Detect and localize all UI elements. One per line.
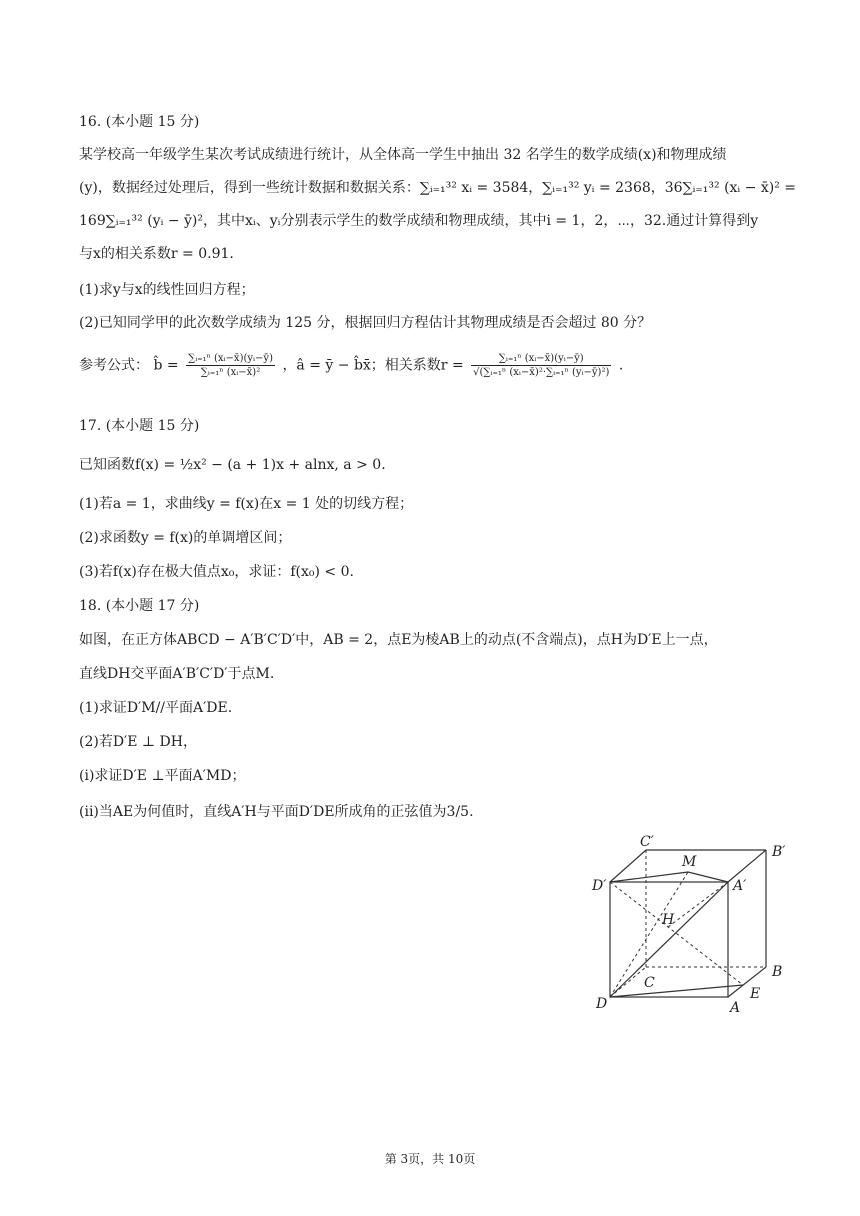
formula-b-numerator: ∑ᵢ₌₁ⁿ (xᵢ−x̄)(yᵢ−ȳ) — [188, 353, 273, 364]
segment-d1-m — [610, 872, 688, 882]
segment-d1-e — [610, 882, 743, 985]
formula-end: . — [618, 357, 624, 374]
problem-18-line-2: 直线DH交平面A′B′C′D′于点M. — [79, 666, 275, 682]
problem-17-line-1: 已知函数f(x) = ½x² − (a + 1)x + alnx, a > 0. — [79, 457, 386, 473]
problem-18-part-2-i: (i)求证D′E ⊥平面A′MD； — [79, 768, 246, 784]
problem-17-part-2: (2)求函数y = f(x)的单调增区间； — [79, 530, 292, 546]
cube-figure — [588, 832, 798, 1022]
problem-16-line-3: 169∑ᵢ₌₁³² (yᵢ − ȳ)²，其中xᵢ、yᵢ分别表示学生的数学成绩和物理成绩，其中i = 1，2，⋯，32.通过计算得到y — [79, 213, 759, 229]
problem-18-part-2-ii: (ii)当AE为何值时，直线A′H与平面D′DE所成角的正弦值为3/5. — [79, 804, 474, 820]
formula-prefix: 参考公式： — [79, 357, 149, 374]
cube-edge-a-b — [728, 967, 766, 997]
problem-16-line-4: 与x的相关系数r = 0.91. — [79, 246, 234, 262]
cube-edge-d1-c1 — [610, 850, 646, 882]
cube-hidden-d-c — [610, 967, 646, 997]
label-d: D — [596, 996, 608, 1012]
problem-18-part-1: (1)求证D′M//平面A′DE. — [79, 700, 233, 716]
problem-16-part-2: (2)已知同学甲的此次数学成绩为 125 分，根据回归方程估计其物理成绩是否会超过 80 分？ — [79, 315, 652, 331]
formula-b-denominator: ∑ᵢ₌₁ⁿ (xᵢ−x̄)² — [200, 367, 261, 378]
label-a: A — [730, 1000, 741, 1016]
label-e: E — [750, 986, 761, 1002]
problem-18-header: 18. (本小题 17 分) — [79, 598, 200, 614]
segment-m-a1 — [688, 872, 728, 882]
problem-17-header: 17. (本小题 15 分) — [79, 418, 200, 434]
problem-17-part-3: (3)若f(x)存在极大值点x₀，求证：f(x₀) < 0. — [79, 564, 354, 580]
problem-18-part-2: (2)若D′E ⊥ DH， — [79, 734, 197, 750]
label-b1: B′ — [772, 844, 786, 860]
reference-formula — [79, 352, 623, 379]
problem-18-line-1: 如图，在正方体ABCD − A′B′C′D′中，AB = 2，点E为棱AB上的动点(不含端点)，点H为D′E上一点， — [79, 632, 718, 648]
formula-a-hat: ，â = ȳ − b̂x̄；相关系数r = — [282, 357, 464, 374]
label-b: B — [772, 964, 783, 980]
label-c: C — [644, 975, 655, 991]
formula-r-fraction — [471, 352, 611, 379]
formula-r-denominator: √(∑ᵢ₌₁ⁿ (xᵢ−x̄)²·∑ᵢ₌₁ⁿ (yᵢ−ȳ)²) — [473, 367, 610, 378]
problem-16-line-2: (y)，数据经过处理后，得到一些统计数据和数据关系：∑ᵢ₌₁³² xᵢ = 3584，∑ᵢ₌₁³² yᵢ = 2368，36∑ᵢ₌₁³² (xᵢ − x̄)² = — [79, 180, 797, 196]
label-m: M — [682, 854, 697, 870]
problem-16-part-1: (1)求y与x的线性回归方程； — [79, 282, 255, 298]
problem-17-part-1: (1)若a = 1，求曲线y = f(x)在x = 1 处的切线方程； — [79, 496, 414, 512]
label-a1: A′ — [733, 878, 747, 894]
label-c1: C′ — [640, 834, 654, 850]
formula-r-numerator: ∑ᵢ₌₁ⁿ (xᵢ−x̄)(yᵢ−ȳ) — [471, 352, 611, 366]
formula-b-fraction — [186, 352, 275, 379]
segment-d-e — [610, 985, 743, 997]
problem-16-header: 16. (本小题 15 分) — [79, 114, 200, 130]
page-footer: 第 3页，共 10页 — [384, 1152, 476, 1166]
segment-d-a1 — [610, 882, 728, 997]
problem-16-line-1: 某学校高一年级学生某次考试成绩进行统计，从全体高一学生中抽出 32 名学生的数学成绩(x)和物理成绩 — [79, 147, 727, 163]
label-d1: D′ — [592, 878, 607, 894]
formula-b-hat: b̂ = — [153, 357, 179, 374]
label-h: H — [662, 912, 675, 928]
